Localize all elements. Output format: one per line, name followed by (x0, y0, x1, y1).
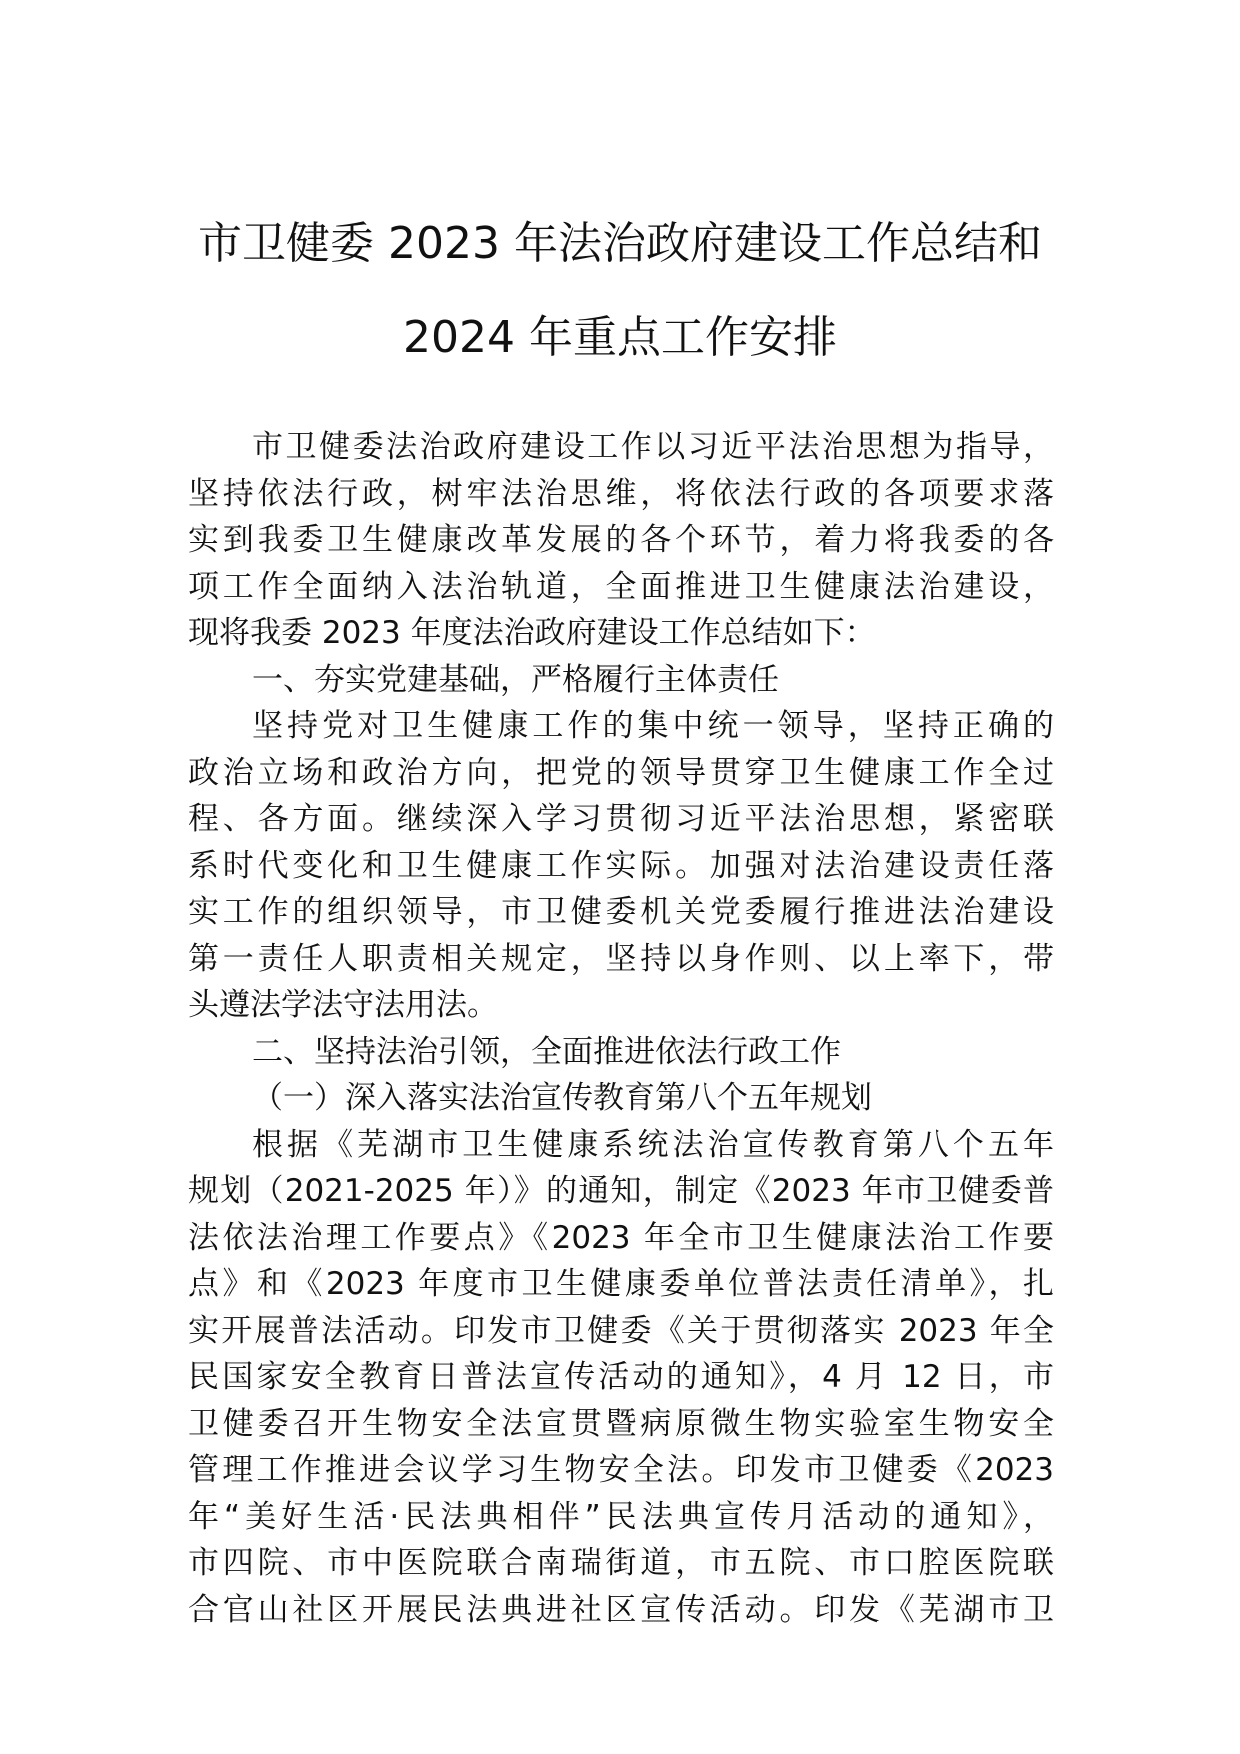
body-line: 政治立场和政治方向，把党的领导贯穿卫生健康工作全过 (188, 754, 1054, 791)
body-line: 合官山社区开展民法典进社区宣传活动。印发《芜湖市卫 (188, 1591, 1054, 1628)
body-line: 实开展普法活动。印发市卫健委《关于贯彻落实 2023 年全 (188, 1312, 1054, 1349)
section-heading-2: 二、坚持法治引领，全面推进依法行政工作 (252, 1033, 841, 1070)
body-line: 实到我委卫生健康改革发展的各个环节，着力将我委的各 (188, 522, 1054, 558)
body-line: 坚持党对卫生健康工作的集中统一领导，坚持正确的 (252, 708, 1054, 744)
body-line: 系时代变化和卫生健康工作实际。加强对法治建设责任落 (188, 847, 1054, 884)
body-line: 坚持依法行政，树牢法治思维，将依法行政的各项要求落 (188, 475, 1054, 512)
body-line: 卫健委召开生物安全法宣贯暨病原微生物实验室生物安全 (188, 1405, 1054, 1442)
document-title-line-2: 2024 年重点工作安排 (403, 312, 837, 363)
body-line: 市卫健委法治政府建设工作以习近平法治思想为指导， (252, 429, 1054, 465)
body-line: 实工作的组织领导，市卫健委机关党委履行推进法治建设 (188, 894, 1054, 930)
body-line: 民国家安全教育日普法宣传活动的通知》，4 月 12 日，市 (188, 1359, 1054, 1395)
body-line: 根据《芜湖市卫生健康系统法治宣传教育第八个五年 (252, 1126, 1054, 1163)
body-line: 管理工作推进会议学习生物安全法。印发市卫健委《2023 (188, 1452, 1054, 1488)
body-line: 法依法治理工作要点》《2023 年全市卫生健康法治工作要 (188, 1219, 1054, 1256)
body-line: 市四院、市中医院联合南瑞街道，市五院、市口腔医院联 (188, 1545, 1054, 1581)
subsection-heading-1: （一）深入落实法治宣传教育第八个五年规划 (252, 1080, 872, 1116)
document-title-line-1: 市卫健委 2023 年法治政府建设工作总结和 (198, 218, 1042, 269)
body-line: 第一责任人职责相关规定，坚持以身作则、以上率下，带 (188, 940, 1054, 977)
body-line: 头遵法学法守法用法。 (188, 987, 498, 1023)
body-line: 点》和《2023 年度市卫生健康委单位普法责任清单》，扎 (188, 1266, 1054, 1302)
body-line: 现将我委 2023 年度法治政府建设工作总结如下： (188, 615, 876, 651)
body-line: 年“美好生活·民法典相伴”民法典宣传月活动的通知》， (188, 1498, 1054, 1535)
section-heading-1: 一、夯实党建基础，严格履行主体责任 (252, 661, 779, 698)
body-line: 项工作全面纳入法治轨道，全面推进卫生健康法治建设， (188, 568, 1054, 605)
document-body (188, 424, 1054, 1633)
body-line: 程、各方面。继续深入学习贯彻习近平法治思想，紧密联 (188, 801, 1054, 837)
body-line: 规划（2021-2025 年）》的通知，制定《2023 年市卫健委普 (188, 1173, 1054, 1209)
